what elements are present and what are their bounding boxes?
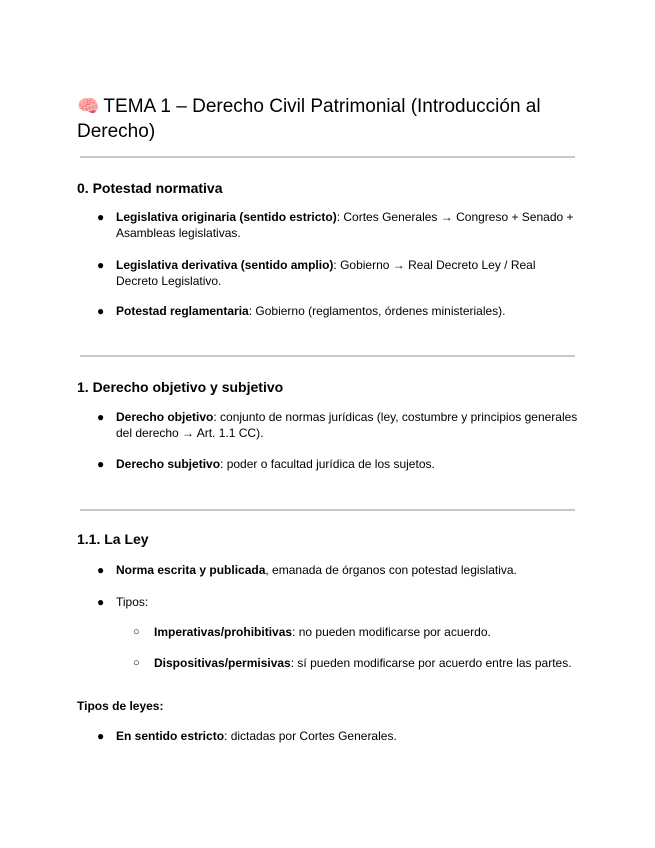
item-term: Derecho objetivo — [116, 410, 214, 424]
list-item — [97, 594, 578, 610]
sub-list-item — [133, 624, 578, 640]
page-title — [77, 94, 577, 144]
item-text: , emanada de órganos con potestad legislativa. — [265, 563, 517, 577]
bullet-circle-icon: ○ — [133, 657, 140, 669]
bullet-disc-icon: ● — [97, 729, 105, 743]
section-heading-potestad: 0. Potestad normativa — [77, 180, 223, 196]
subheading-tipos-de-leyes: Tipos de leyes: — [77, 699, 164, 713]
bullet-disc-icon: ● — [97, 410, 105, 424]
bullet-disc-icon: ● — [97, 258, 105, 272]
item-term: Derecho subjetivo — [116, 457, 221, 471]
item-text: : poder o facultad jurídica de los sujetos. — [220, 457, 435, 471]
item-term: Dispositivas/permisivas — [154, 656, 291, 670]
list-item — [97, 456, 578, 472]
bullet-disc-icon: ● — [97, 457, 105, 471]
item-text: : dictadas por Cortes Generales. — [224, 729, 397, 743]
list-item — [97, 562, 578, 578]
bullet-disc-icon: ● — [97, 595, 105, 609]
item-term: Norma escrita y publicada — [116, 563, 266, 577]
item-term: Legislativa originaria (sentido estricto) — [116, 210, 337, 224]
item-text: Tipos: — [116, 595, 149, 609]
item-term: Potestad reglamentaria — [116, 304, 249, 318]
list-item — [97, 409, 578, 441]
item-text: : no pueden modificarse por acuerdo. — [292, 625, 491, 639]
brain-icon: 🧠 — [77, 96, 100, 116]
page-title-text: TEMA 1 – Derecho Civil Patrimonial (Introducción al Derecho) — [77, 96, 541, 142]
bullet-disc-icon: ● — [97, 210, 105, 224]
list-item — [97, 303, 578, 319]
list-item — [97, 257, 578, 289]
section-heading-ley: 1.1. La Ley — [77, 531, 149, 547]
bullet-circle-icon: ○ — [133, 626, 140, 638]
horizontal-divider — [80, 355, 575, 357]
bullet-disc-icon: ● — [97, 563, 105, 577]
item-term: Imperativas/prohibitivas — [154, 625, 293, 639]
bullet-disc-icon: ● — [97, 304, 105, 318]
item-text: : sí pueden modificarse por acuerdo entre las partes. — [290, 656, 572, 670]
item-text: : Gobierno → Real Decreto Ley / Real Decreto Legislativo. — [116, 258, 536, 288]
section-heading-derecho: 1. Derecho objetivo y subjetivo — [77, 379, 284, 395]
item-term: Legislativa derivativa (sentido amplio) — [116, 258, 334, 272]
list-item — [97, 728, 578, 744]
item-text: : Gobierno (reglamentos, órdenes ministeriales). — [248, 304, 506, 318]
horizontal-divider — [80, 156, 575, 158]
list-item — [97, 209, 578, 241]
item-text: : Cortes Generales → Congreso + Senado + Asambleas legislativas. — [116, 210, 574, 240]
item-text: : conjunto de normas jurídicas (ley, costumbre y principios generales del derecho → Art. 1.1 CC). — [116, 410, 578, 440]
sub-list-item — [133, 655, 578, 671]
horizontal-divider — [80, 509, 575, 511]
item-term: En sentido estricto — [116, 729, 225, 743]
